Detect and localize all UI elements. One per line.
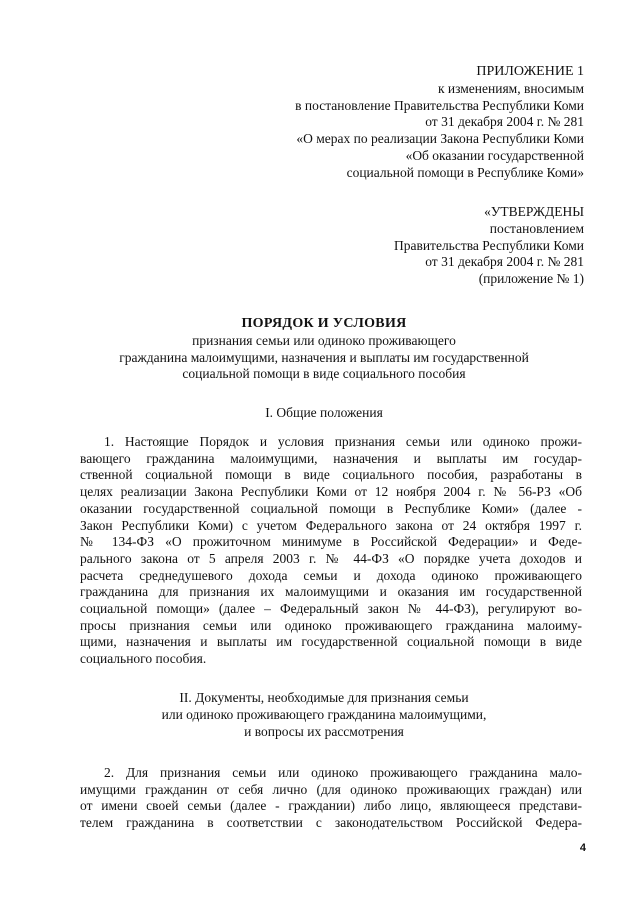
appendix-line: социальной помощи в Республике Коми» [346,164,584,180]
approved-line: от 31 декабря 2004 г. № 281 [425,254,584,270]
appendix-line: от 31 декабря 2004 г. № 281 [425,114,584,130]
subtitle-line: гражданина малоимущими, назначения и выплаты им государственной [119,349,529,365]
main-title: ПОРЯДОК И УСЛОВИЯ [241,316,407,331]
section-heading-text: или одиноко проживающего гражданина малоимущими, [161,707,487,722]
paragraph-line: расчета среднедушевого дохода семьи и дохода одиноко проживающего [80,567,582,583]
paragraph-line: № 134-ФЗ «О прожиточном минимуме в Российской Федерации» и Феде- [80,534,582,550]
section-2-heading [60,689,588,740]
subtitle-line: социальной помощи в виде социального пособия [182,366,466,382]
paragraph-line: вающего гражданина малоимущими, назначения и выплаты им государ- [80,450,582,466]
paragraph-line: 1. Настоящие Порядок и условия признания семьи или одиноко прожи- [104,434,582,449]
appendix-line: «Об оказании государственной [405,147,584,163]
approved-line: Правительства Республики Коми [393,237,584,253]
document-title [60,316,588,383]
paragraph-line: рального закона от 5 апреля 2003 г. № 44-ФЗ «О порядке учета доходов и [80,550,582,566]
section-2-paragraph [80,765,582,832]
appendix-title: ПРИЛОЖЕНИЕ 1 [476,64,584,79]
appendix-header [295,64,584,182]
paragraph-line: щими, назначения и выплаты им государственной социальной помощи в виде [80,634,582,650]
paragraph-line: от имени своей семьи (далее - граждании) либо лицо, являющееся представи- [80,798,582,814]
paragraph-line: оказании государственной социальной помощи в Республике Коми» (далее - [80,500,582,516]
paragraph-line: имущими гражданин от себя лично (для одиноко проживающих граждан) или [80,781,582,797]
paragraph-line: 2. Для признания семьи или одиноко проживающего гражданина мало- [104,765,582,780]
section-1-heading [60,404,588,421]
paragraph-line: социального пособия. [80,651,207,667]
approved-title: «УТВЕРЖДЕНЫ [484,204,584,219]
subtitle-line: признания семьи или одиноко проживающего [192,332,456,348]
page-number: 4 [579,842,586,854]
section-heading-text: и вопросы их рассмотрения [244,724,404,739]
paragraph-line: просы признания семьи или одиноко проживающего гражданина малоиму- [80,617,582,633]
section-heading-text: II. Документы, необходимые для признания семьи [179,690,469,705]
section-heading-text: I. Общие положения [265,405,383,420]
paragraph-line: Закон Республики Коми) с учетом Федерального закона от 24 октября 1997 г. [80,517,582,533]
appendix-line: к изменениям, вносимым [437,80,584,96]
paragraph-line: целях реализации Закона Республики Коми от 12 ноября 2004 г. № 56-РЗ «Об [80,484,582,500]
paragraph-line: телем гражданина в соответствии с законодательством Российской Федера- [80,815,582,831]
approved-line: (приложение № 1) [478,271,584,287]
paragraph-line: социальной помощи» (далее – Федеральный закон № 44-ФЗ), регулируют во- [80,601,582,617]
paragraph-line: гражданина для признания их малоимущими и оказания им государственной [80,584,582,600]
approved-line: постановлением [489,220,584,236]
paragraph-line: ственной социальной помощи в виде социального пособия, разработаны в [80,467,582,483]
section-1-paragraph [80,434,582,668]
appendix-line: «О мерах по реализации Закона Республики Коми [296,131,584,147]
appendix-line: в постановление Правительства Республики Коми [295,97,584,113]
approved-header [394,204,584,288]
